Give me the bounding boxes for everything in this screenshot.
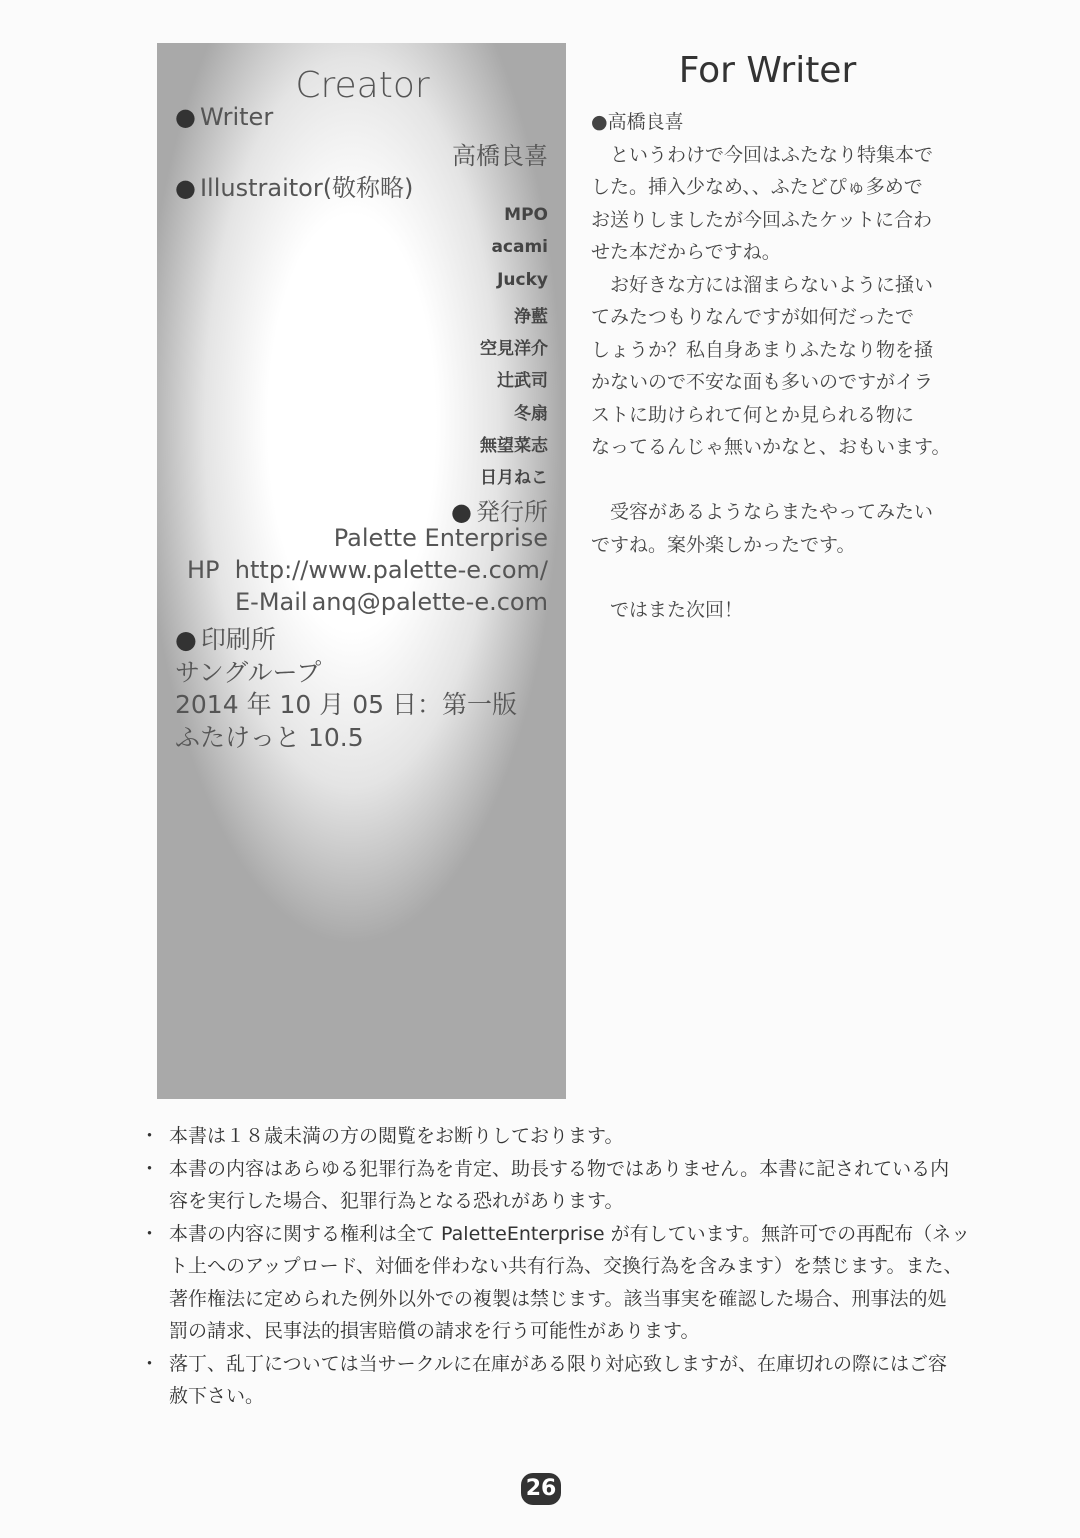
publisher-name: Palette Enterprise (333, 524, 548, 552)
illustrator-name: 浄藍 (514, 307, 548, 327)
notice-line: ・ 本書の内容はあらゆる犯罪行為を肯定、助長する物ではありません。本書に記されている内 (169, 1157, 950, 1180)
page-number: 26 (521, 1473, 561, 1505)
notice-line: 罰の請求、民事法的損害賠償の請求を行う可能性があります。 (169, 1320, 700, 1342)
printer-name: サングループ (175, 658, 322, 687)
hp-url: http://www.palette-e.com/ (234, 556, 548, 584)
notice-line: ・ 落丁、乱丁については当サークルに在庫がある限り対応致しますが、在庫切れの際にはご容 (169, 1352, 948, 1375)
event-name: ふたけっと 10.5 (175, 723, 364, 752)
message-line: ストに助けられて何とか見られる物に (591, 403, 915, 426)
printer-heading: ● 印刷所 (175, 620, 276, 656)
illustrator-name: MPO (504, 205, 548, 225)
hp-label: HP (187, 556, 220, 584)
illustrator-name: 空見洋介 (480, 339, 548, 359)
message-line: ではまた次回！ (591, 598, 744, 621)
notice-line: 赦下さい。 (169, 1385, 265, 1407)
message-line: かないので不安な面も多いのですがイラ (591, 371, 934, 393)
email-label: E-Mail (235, 588, 308, 616)
illustrator-name: 無望菜志 (480, 436, 548, 456)
notice-line: ・ 本書は１８歳未満の方の閲覧をお断りしております。 (169, 1125, 624, 1147)
creator-panel (157, 43, 566, 1099)
writer-message (591, 106, 951, 626)
email-address: anq@palette-e.com (311, 588, 548, 616)
notice-item (140, 1153, 1010, 1218)
message-line: ですね。案外楽しかったです。 (591, 533, 856, 556)
legal-notices (140, 1120, 1010, 1413)
illustrator-name: acami (491, 237, 548, 257)
message-line: 受容があるようならまたやってみたい (591, 501, 934, 523)
message-line: せた本だからですね。 (591, 241, 781, 263)
message-line: した。挿入少なめ、、ふたどぴゅ多めで (591, 176, 923, 198)
notice-line: ト上へのアップロード、対価を伴わない共有行為、交換行為を含みます）を禁じます。また、 (169, 1255, 963, 1277)
illustrator-name: 日月ねこ (480, 468, 548, 488)
message-line: なってるんじゃ無いかなと、おもいます。 (591, 436, 951, 458)
publication-date: 2014 年 10 月 05 日：第一版 (175, 690, 517, 719)
message-blank-line (591, 561, 951, 594)
notice-line: ・ 本書の内容に関する権利は全て PaletteEnterprise が有しています。無許可での再配布（ネッ (169, 1222, 971, 1245)
message-line: というわけで今回はふたなり特集本で (591, 143, 934, 166)
message-blank-line (591, 464, 951, 497)
writer-heading: ● Writer (175, 103, 273, 131)
writer-name: 高橋良喜 (452, 142, 548, 170)
message-line: お送りしましたが今回ふたケットに合わ (591, 208, 933, 231)
illustrator-name: Jucky (497, 270, 548, 290)
illustrator-name: 冬扇 (514, 404, 548, 424)
illustrator-heading: ● Illustraitor(敬称略) (175, 168, 413, 203)
notice-line: 著作権法に定められた例外以外での複製は禁じます。該当事実を確認した場合、刑事法的処 (169, 1287, 947, 1310)
notice-line: 容を実行した場合、犯罪行為となる恐れがあります。 (169, 1190, 624, 1212)
publisher-heading: ● 発行所 (451, 492, 548, 527)
creator-title: Creator (295, 65, 430, 106)
notice-item (140, 1120, 1010, 1153)
writer-author: ●高橋良喜 (591, 111, 684, 133)
message-line: しょうか？私自身あまりふたなり物を掻 (591, 338, 934, 361)
illustrator-name: 辻武司 (497, 371, 548, 391)
message-line: てみたつもりなんですが如何だったで (591, 306, 915, 328)
notice-item (140, 1348, 1010, 1413)
for-writer-title: For Writer (678, 50, 857, 91)
message-line: お好きな方には溜まらないように掻い (591, 273, 934, 296)
notice-item (140, 1218, 1010, 1348)
